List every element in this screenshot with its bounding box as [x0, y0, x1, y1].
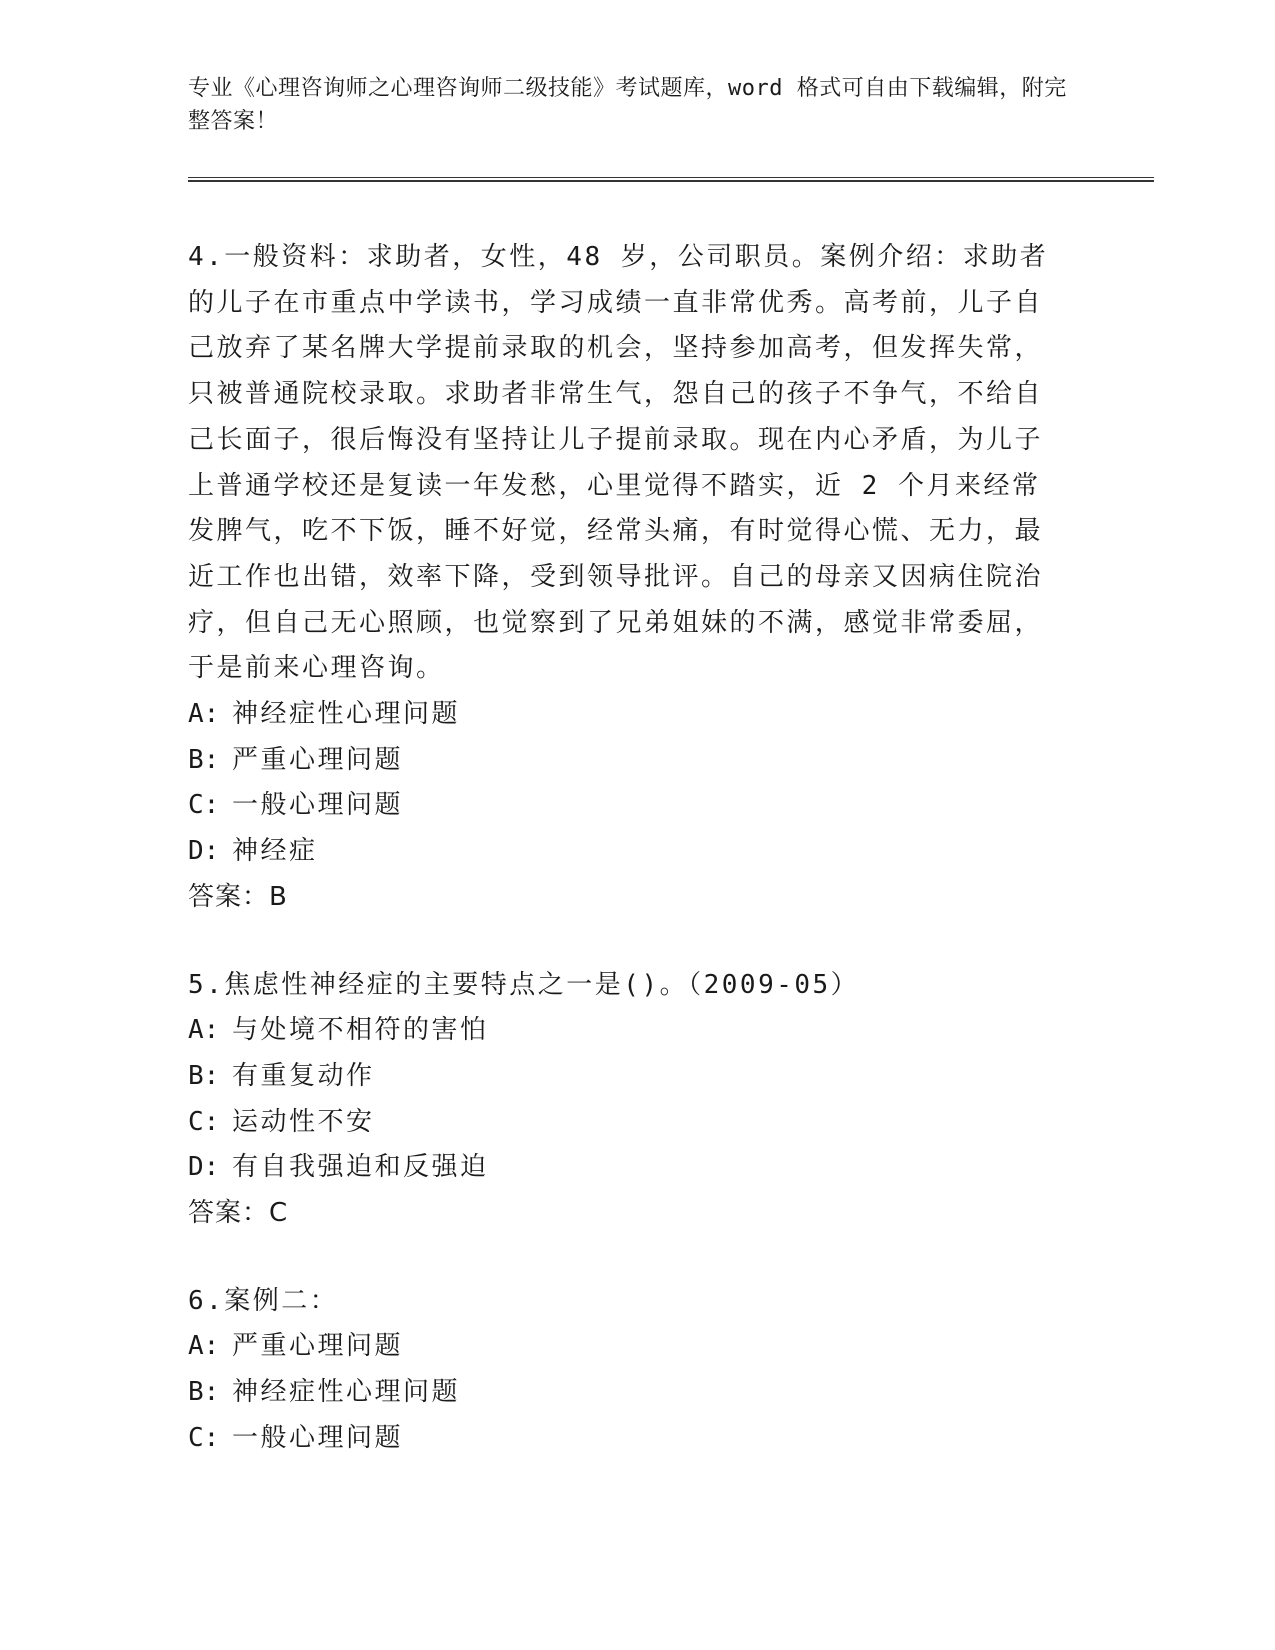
header-divider — [188, 177, 1154, 182]
option-text: 运动性不安 — [232, 1106, 375, 1137]
question-spacer — [188, 1237, 1058, 1279]
question-stem: 4.一般资料：求助者，女性，48 岁，公司职员。案例介绍：求助者的儿子在市重点中学读书，学习成绩一直非常优秀。高考前，儿子自己放弃了某名牌大学提前录取的机会，坚持参加高考，但发挥失常，只被普通院校录取。求助者非常生气，怨自己的孩子不争气，不给自己长面子，很后悔没有坚持让儿子提前录取。现在内心矛盾，为儿子上普通学校还是复读一年发愁，心里觉得不踏实，近 2 个月来经常发脾气，吃不下饭，睡不好觉，经常头痛，有时觉得心慌、无力，最近工作也出错，效率下降，受到领导批评。自己的母亲又因病住院治疗，但自己无心照顾，也觉察到了兄弟姐妹的不满，感觉非常委屈，于是前来心理咨询。 — [188, 242, 1049, 684]
option-label: C: — [188, 790, 220, 821]
option-label: B: — [188, 744, 220, 775]
option-a — [188, 1008, 1058, 1054]
option-text: 严重心理问题 — [232, 1331, 404, 1362]
option-text: 有自我强迫和反强迫 — [232, 1152, 489, 1183]
option-text: 神经症性心理问题 — [232, 1377, 461, 1408]
option-c — [188, 1100, 1058, 1146]
option-d — [188, 1145, 1058, 1191]
option-b — [188, 1054, 1058, 1100]
option-text: 神经症 — [232, 836, 318, 867]
answer: 答案：C — [188, 1198, 289, 1229]
option-label: D: — [188, 1152, 220, 1183]
option-d — [188, 829, 1058, 875]
question-list — [188, 235, 1058, 1462]
question-spacer — [188, 921, 1058, 963]
option-text: 严重心理问题 — [232, 744, 404, 775]
question-6 — [188, 1279, 1058, 1462]
option-label: D: — [188, 836, 220, 867]
option-label: A: — [188, 1331, 220, 1362]
question-5 — [188, 963, 1058, 1237]
option-b — [188, 738, 1058, 784]
option-text: 神经症性心理问题 — [232, 699, 461, 730]
page-header — [188, 72, 1068, 138]
question-stem: 6.案例二： — [188, 1285, 339, 1316]
option-b — [188, 1370, 1058, 1416]
option-label: B: — [188, 1060, 220, 1091]
option-c — [188, 1416, 1058, 1462]
option-text: 一般心理问题 — [232, 790, 404, 821]
option-text: 与处境不相符的害怕 — [232, 1015, 489, 1046]
option-label: A: — [188, 1015, 220, 1046]
header-text: 专业《心理咨询师之心理咨询师二级技能》考试题库，word 格式可自由下载编辑，附完整答案！ — [188, 76, 1067, 134]
option-text: 有重复动作 — [232, 1060, 375, 1091]
option-text: 一般心理问题 — [232, 1422, 404, 1453]
option-label: C: — [188, 1106, 220, 1137]
option-label: C: — [188, 1422, 220, 1453]
answer: 答案：B — [188, 881, 288, 912]
option-label: A: — [188, 699, 220, 730]
option-c — [188, 783, 1058, 829]
option-a — [188, 692, 1058, 738]
option-label: B: — [188, 1377, 220, 1408]
question-stem: 5.焦虑性神经症的主要特点之一是()。（2009-05） — [188, 969, 860, 1000]
option-a — [188, 1324, 1058, 1370]
question-4 — [188, 235, 1058, 921]
